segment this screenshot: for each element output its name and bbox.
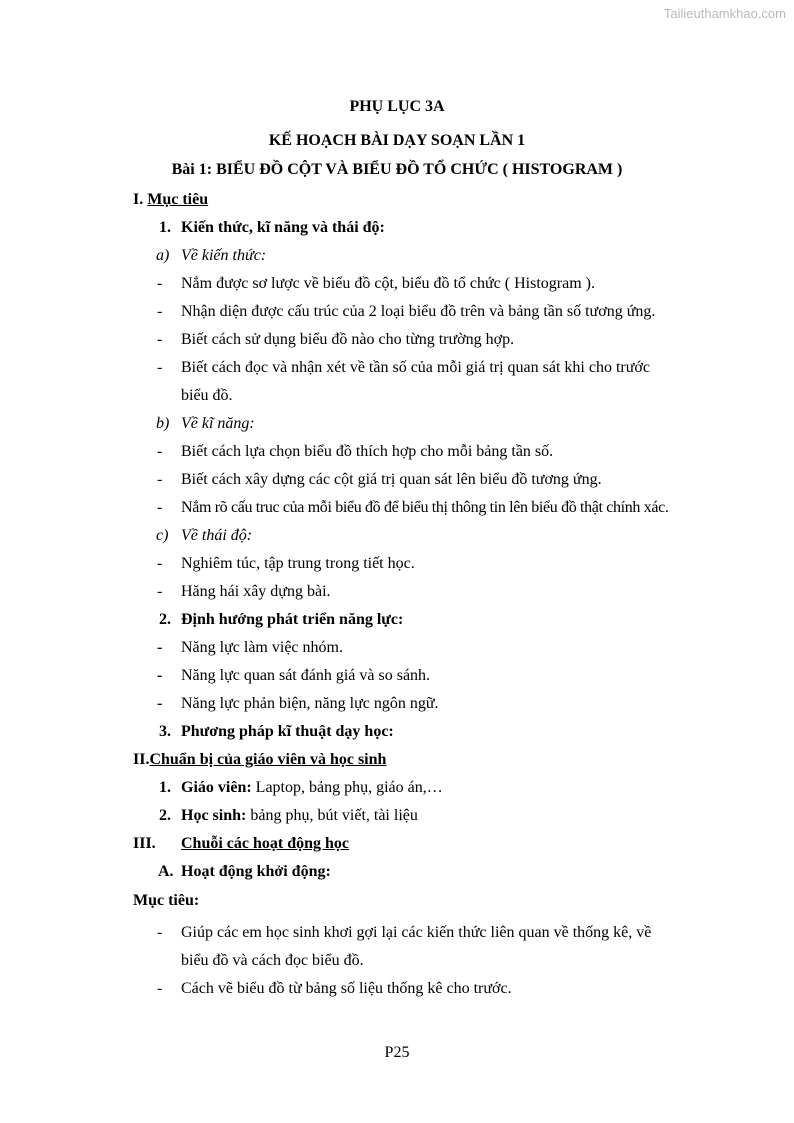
sub1c-title: Về thái độ: bbox=[181, 527, 253, 544]
bullet: - bbox=[157, 359, 163, 376]
section-1-heading bbox=[133, 190, 208, 210]
skill-item: Nắm rõ cấu truc của mỗi biểu đồ để biểu thị thông tin lên biểu đồ thật chính xác. bbox=[181, 499, 669, 516]
sub1-title: Kiến thức, kĩ năng và thái độ: bbox=[181, 219, 385, 236]
attitude-item: Hăng hái xây dựng bài. bbox=[181, 583, 331, 600]
bullet: - bbox=[157, 555, 163, 572]
section-3-number: III. bbox=[133, 835, 156, 852]
lesson-title: Bài 1: BIỂU ĐỒ CỘT VÀ BIỂU ĐỒ TỔ CHỨC ( HISTOGRAM ) bbox=[171, 161, 623, 178]
section-3-title: Chuỗi các hoạt động học bbox=[181, 835, 350, 852]
watermark: Tailieuthamkhao.com bbox=[663, 6, 786, 21]
sub2-number: 2. bbox=[159, 611, 171, 628]
bullet: - bbox=[157, 499, 163, 516]
goal-label: Mục tiêu: bbox=[133, 892, 200, 909]
knowledge-item: Biết cách sử dụng biểu đồ nào cho từng trường hợp. bbox=[181, 331, 515, 348]
bullet: - bbox=[157, 583, 163, 600]
goal-item: Cách vẽ biểu đồ từ bảng số liệu thống kê cho trước. bbox=[181, 980, 512, 997]
skill-item: Biết cách xây dựng các cột giá trị quan sát lên biểu đồ tương ứng. bbox=[181, 471, 602, 488]
teacher-label: Giáo viên: bbox=[181, 779, 252, 796]
student-text: bảng phụ, bút viết, tài liệu bbox=[246, 807, 418, 824]
activity-a-title: Hoạt động khởi động: bbox=[181, 863, 331, 880]
bullet: - bbox=[157, 303, 163, 320]
section-2-title: Chuẩn bị của giáo viên và học sinh bbox=[149, 751, 387, 768]
bullet: - bbox=[157, 275, 163, 292]
section-2-heading bbox=[133, 750, 386, 770]
sub1b-marker: b) bbox=[156, 415, 170, 432]
sub1a-title: Về kiến thức: bbox=[181, 247, 267, 264]
sub1-number: 1. bbox=[159, 219, 171, 236]
sub1c-marker: c) bbox=[156, 527, 169, 544]
bullet: - bbox=[157, 924, 163, 941]
plan-title: KẾ HOẠCH BÀI DẠY SOẠN LẦN 1 bbox=[268, 132, 526, 149]
knowledge-item: Biết cách đọc và nhận xét về tần số của mỗi giá trị quan sát khi cho trước bbox=[181, 359, 650, 376]
student-prep bbox=[181, 806, 418, 826]
student-number: 2. bbox=[159, 807, 171, 824]
goal-item: Giúp các em học sinh khơi gợi lại các kiến thức liên quan về thống kê, về bbox=[181, 924, 652, 941]
student-label: Học sinh: bbox=[181, 807, 247, 824]
sub3-number: 3. bbox=[159, 723, 171, 740]
bullet: - bbox=[157, 471, 163, 488]
knowledge-item: Nắm được sơ lược về biểu đồ cột, biểu đồ tổ chức ( Histogram ). bbox=[181, 275, 595, 292]
activity-a-marker: A. bbox=[158, 863, 174, 880]
bullet: - bbox=[157, 695, 163, 712]
competency-item: Năng lực phản biện, năng lực ngôn ngữ. bbox=[181, 695, 439, 712]
bullet: - bbox=[157, 980, 163, 997]
page-number: P25 bbox=[384, 1044, 410, 1061]
sub3-title: Phương pháp kĩ thuật dạy học: bbox=[181, 723, 394, 740]
bullet: - bbox=[157, 639, 163, 656]
teacher-prep bbox=[181, 778, 443, 798]
section-2-number: II. bbox=[133, 751, 150, 768]
section-1-title: Mục tiêu bbox=[147, 191, 209, 208]
knowledge-item-continuation: biểu đồ. bbox=[181, 387, 233, 404]
attitude-item: Nghiêm túc, tập trung trong tiết học. bbox=[181, 555, 415, 572]
teacher-number: 1. bbox=[159, 779, 171, 796]
sub2-title: Định hướng phát triển năng lực: bbox=[181, 611, 404, 628]
sub1b-title: Về kĩ năng: bbox=[181, 415, 255, 432]
section-1-number: I. bbox=[133, 191, 144, 208]
knowledge-item: Nhận diện được cấu trúc của 2 loại biểu đồ trên và bảng tần số tương ứng. bbox=[181, 303, 656, 320]
bullet: - bbox=[157, 331, 163, 348]
competency-item: Năng lực quan sát đánh giá và so sánh. bbox=[181, 667, 431, 684]
bullet: - bbox=[157, 443, 163, 460]
appendix-title: PHỤ LỤC 3A bbox=[349, 98, 445, 115]
bullet: - bbox=[157, 667, 163, 684]
skill-item: Biết cách lựa chọn biểu đồ thích hợp cho mỗi bảng tần số. bbox=[181, 443, 554, 460]
competency-item: Năng lực làm việc nhóm. bbox=[181, 639, 343, 656]
sub1a-marker: a) bbox=[156, 247, 170, 264]
teacher-text: Laptop, bảng phụ, giáo án,… bbox=[251, 779, 443, 796]
goal-item-continuation: biểu đồ và cách đọc biểu đồ. bbox=[181, 952, 364, 969]
